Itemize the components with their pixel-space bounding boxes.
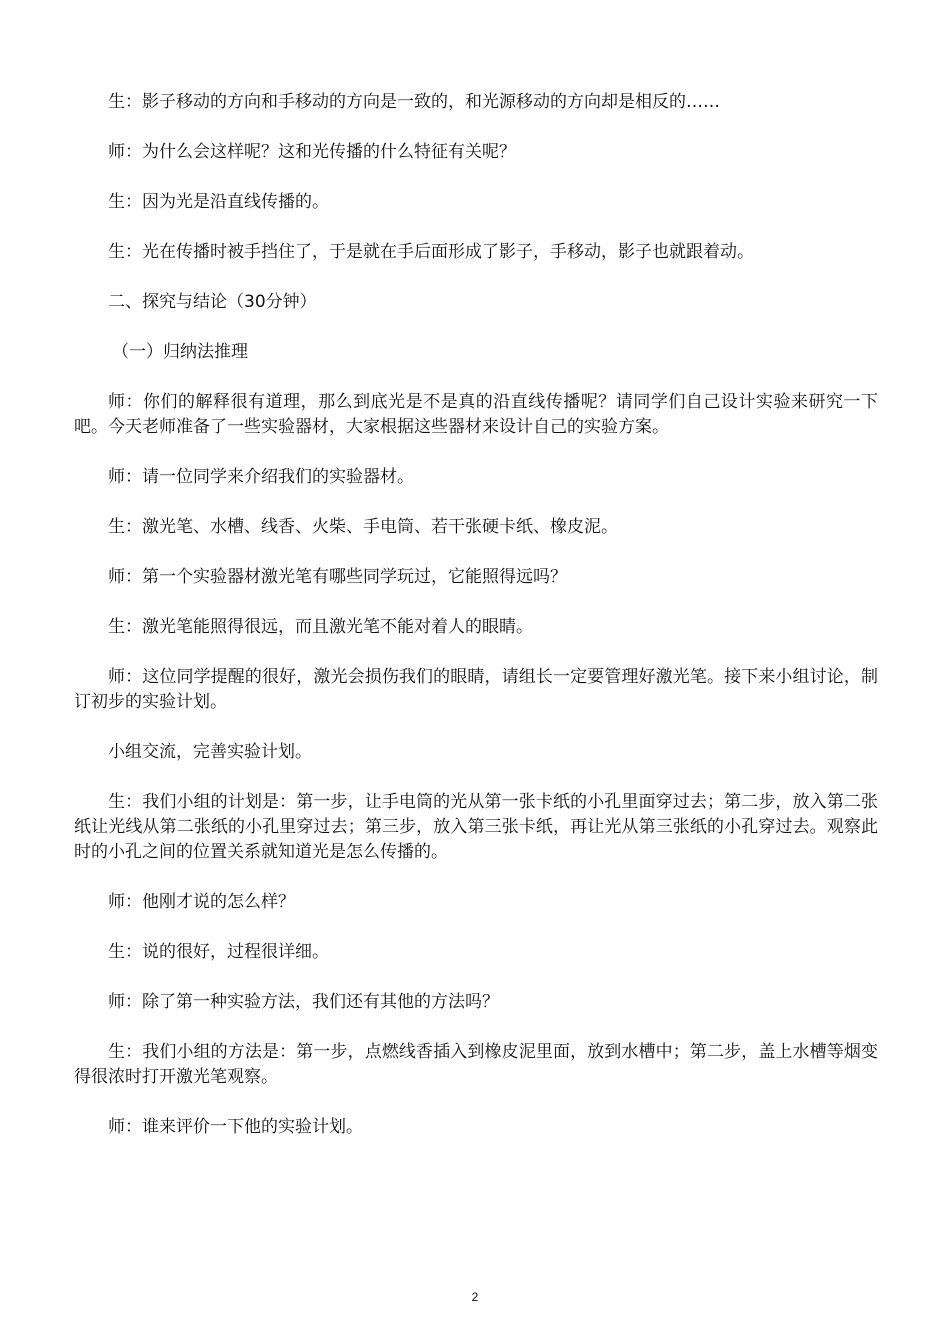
- document-body: [74, 90, 878, 1165]
- paragraph-14: 生：我们小组的计划是：第一步，让手电筒的光从第一张卡纸的小孔里面穿过去；第二步，放入第二张纸让光线从第二张纸的小孔里穿过去；第三步，放入第三张卡纸，再让光从第三张纸的小孔穿过去。观察此时的小孔之间的位置关系就知道光是怎么传播的。: [74, 792, 878, 862]
- paragraph-15: 师：他刚才说的怎么样？: [108, 892, 295, 912]
- paragraph-19: 师：谁来评价一下他的实验计划。: [108, 1117, 363, 1137]
- paragraph-11: 生：激光笔能照得很远，而且激光笔不能对着人的眼睛。: [108, 617, 533, 637]
- paragraph-1: 生：影子移动的方向和手移动的方向是一致的，和光源移动的方向却是相反的……: [108, 92, 720, 112]
- page-number: 2: [471, 1290, 479, 1304]
- paragraph-12: 师：这位同学提醒的很好，激光会损伤我们的眼睛，请组长一定要管理好激光笔。接下来小组讨论，制订初步的实验计划。: [74, 667, 878, 712]
- paragraph-18: 生：我们小组的方法是：第一步，点燃线香插入到橡皮泥里面，放到水槽中；第二步，盖上水槽等烟变得很浓时打开激光笔观察。: [74, 1042, 878, 1087]
- paragraph-16: 生：说的很好，过程很详细。: [108, 942, 329, 962]
- paragraph-4: 生：光在传播时被手挡住了，于是就在手后面形成了影子，手移动，影子也就跟着动。: [108, 242, 754, 262]
- paragraph-10: 师：第一个实验器材激光笔有哪些同学玩过，它能照得远吗？: [108, 567, 567, 587]
- paragraph-13: 小组交流，完善实验计划。: [108, 742, 312, 762]
- paragraph-9: 生：激光笔、水槽、线香、火柴、手电筒、若干张硬卡纸、橡皮泥。: [108, 517, 618, 537]
- subsection-heading: （一）归纳法推理: [112, 342, 248, 362]
- paragraph-3: 生：因为光是沿直线传播的。: [108, 192, 329, 212]
- paragraph-7: 师：你们的解释很有道理，那么到底光是不是真的沿直线传播呢？请同学们自己设计实验来研究一下吧。今天老师准备了一些实验器材，大家根据这些器材来设计自己的实验方案。: [74, 392, 878, 437]
- paragraph-2: 师：为什么会这样呢？这和光传播的什么特征有关呢？: [108, 142, 516, 162]
- paragraph-17: 师：除了第一种实验方法，我们还有其他的方法吗？: [108, 992, 499, 1012]
- section-heading: 二、探究与结论（30分钟）: [108, 292, 317, 312]
- paragraph-8: 师：请一位同学来介绍我们的实验器材。: [108, 467, 414, 487]
